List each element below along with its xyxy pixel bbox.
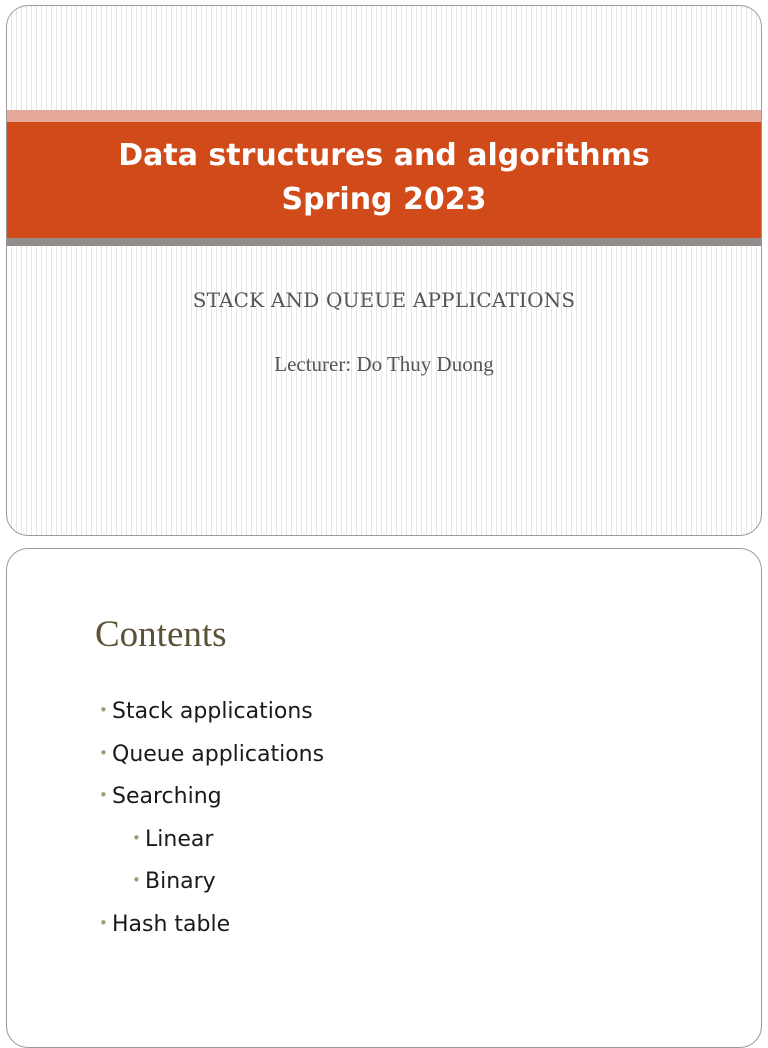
contents-heading: Contents: [95, 614, 227, 655]
contents-list: [99, 691, 324, 946]
slide-subtitle: STACK AND QUEUE APPLICATIONS: [192, 288, 576, 312]
list-item: [99, 734, 324, 777]
list-subitem: [99, 819, 324, 862]
slide-title-line-2: Spring 2023: [281, 182, 487, 217]
title-band-top-stripe: [7, 110, 761, 122]
list-item: [99, 691, 324, 734]
contents-slide: [6, 548, 762, 1048]
list-item: [99, 904, 324, 947]
list-item-text: Binary: [145, 869, 216, 894]
bullet-icon: •: [99, 743, 108, 762]
lecturer-name: Lecturer: Do Thuy Duong: [274, 352, 494, 376]
title-slide: [6, 5, 762, 536]
list-item-text: Searching: [112, 784, 222, 809]
list-item-text: Stack applications: [112, 699, 313, 724]
bullet-icon: •: [99, 786, 108, 804]
list-subitem: [99, 861, 324, 904]
title-band-bottom-stripe: [7, 238, 761, 246]
bullet-icon: •: [99, 701, 108, 719]
slide-title: [7, 134, 761, 222]
slide-title-line-1: Data structures and algorithms: [118, 138, 650, 173]
bullet-icon: •: [99, 913, 108, 932]
list-item-text: Hash table: [112, 911, 231, 937]
list-item-text: Linear: [145, 826, 214, 852]
bullet-icon: •: [132, 871, 141, 889]
bullet-icon: •: [132, 828, 141, 847]
list-item: [99, 776, 324, 819]
list-item-text: Queue applications: [112, 741, 325, 767]
